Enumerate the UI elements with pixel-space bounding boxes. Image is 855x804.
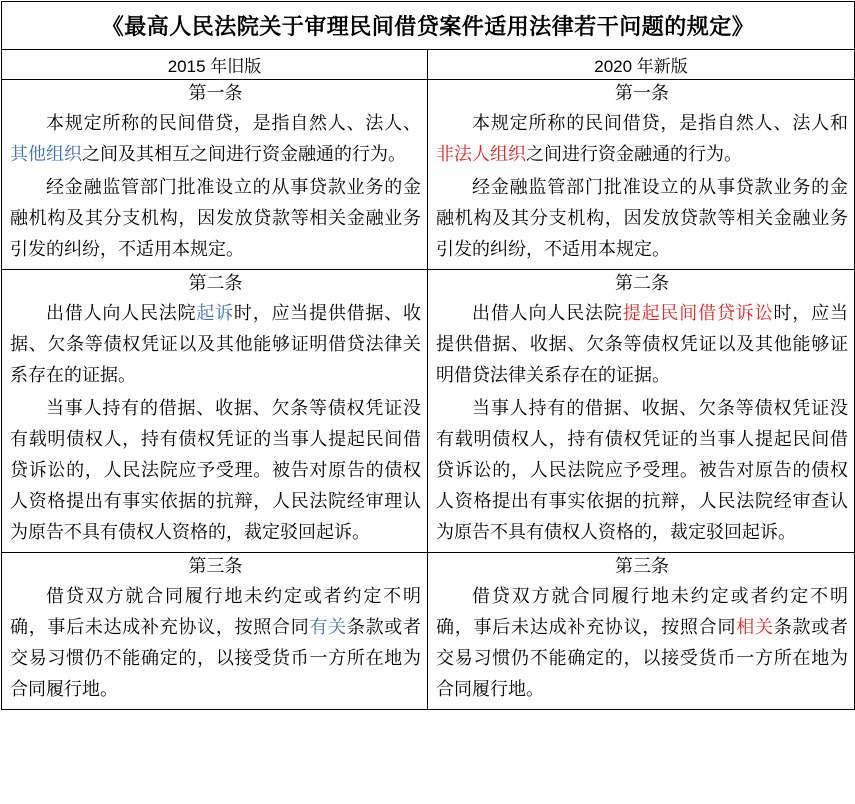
paragraph	[10, 581, 421, 705]
paragraph	[10, 298, 421, 391]
highlight-changed-text: 其他组织	[10, 144, 82, 165]
highlight-changed-text: 有关	[309, 617, 347, 638]
paragraph	[436, 298, 848, 391]
article-row	[2, 553, 855, 710]
paragraph-text: 时，应当提供借据、收据、欠条等债权凭证以及其他能够证明借贷法律关系存在的证据。	[436, 303, 849, 386]
paragraph-text: 经金融监管部门批准设立的从事贷款业务的金融机构及其分支机构，因发放贷款等相关金融业务引发的纠纷，不适用本规定。	[10, 177, 421, 260]
highlight-changed-text: 非法人组织	[436, 144, 526, 165]
paragraph-text: 经金融监管部门批准设立的从事贷款业务的金融机构及其分支机构，因发放贷款等相关金融业务引发的纠纷，不适用本规定。	[436, 177, 849, 260]
paragraph-text: 条款或者交易习惯仍不能确定的，以接受货币一方所在地为合同履行地。	[10, 617, 422, 700]
paragraph-text: 之间进行资金融通的行为。	[526, 144, 742, 165]
article-heading: 第三条	[615, 556, 669, 577]
paragraph-text: 时，应当提供借据、收据、欠条等债权凭证以及其他能够证明借贷法律关系存在的证据。	[10, 303, 422, 386]
old-version-cell	[2, 270, 428, 553]
paragraph	[436, 108, 848, 170]
paragraph	[10, 172, 421, 265]
column-header-new: 2020 年新版	[428, 50, 855, 80]
old-version-cell	[2, 553, 428, 710]
old-version-cell	[2, 80, 428, 270]
article-heading: 第一条	[615, 83, 669, 104]
column-header-row	[2, 50, 855, 80]
article-heading: 第二条	[188, 273, 243, 294]
title-row	[2, 2, 855, 50]
highlight-changed-text: 起诉	[196, 303, 234, 324]
column-header-old: 2015 年旧版	[2, 50, 428, 80]
article-heading: 第一条	[188, 83, 243, 104]
article-heading: 第二条	[615, 273, 669, 294]
paragraph-text: 之间及其相互之间进行资金融通的行为。	[82, 144, 406, 165]
paragraph-text: 借贷双方就合同履行地未约定或者约定不明确，事后未达成补充协议，按照合同	[10, 586, 421, 638]
article-row	[2, 270, 855, 553]
paragraph	[436, 172, 848, 265]
paragraph-text: 条款或者交易习惯仍不能确定的，以接受货币一方所在地为合同履行地。	[436, 617, 849, 700]
paragraph-text: 当事人持有的借据、收据、欠条等债权凭证没有载明债权人，持有债权凭证的当事人提起民间借贷诉讼的，人民法院应予受理。被告对原告的债权人资格提出有事实依据的抗辩，人民法院经审查认为原告不具有债权人资格的，裁定驳回起诉。	[436, 398, 849, 543]
paragraph	[436, 393, 848, 548]
highlight-changed-text: 相关	[736, 617, 774, 638]
paragraph	[436, 581, 848, 705]
paragraph-text: 出借人向人民法院	[472, 303, 623, 324]
new-version-cell	[428, 270, 855, 553]
document-title: 《最高人民法院关于审理民间借贷案件适用法律若干问题的规定》	[2, 2, 855, 50]
article-row	[2, 80, 855, 270]
paragraph	[10, 108, 421, 170]
paragraph-text: 借贷双方就合同履行地未约定或者约定不明确，事后未达成补充协议，按照合同	[436, 586, 849, 638]
paragraph-text: 出借人向人民法院	[46, 303, 197, 324]
paragraph	[10, 393, 421, 548]
comparison-table	[1, 1, 855, 710]
paragraph-text: 当事人持有的借据、收据、欠条等债权凭证没有载明债权人，持有债权凭证的当事人提起民间借贷诉讼的，人民法院应予受理。被告对原告的债权人资格提出有事实依据的抗辩，人民法院经审理认为原告不具有债权人资格的，裁定驳回起诉。	[10, 398, 421, 543]
paragraph-text: 本规定所称的民间借贷，是指自然人、法人和	[472, 113, 849, 134]
paragraph-text: 本规定所称的民间借贷，是指自然人、法人、	[46, 113, 421, 134]
highlight-changed-text: 提起民间借贷诉讼	[622, 303, 774, 324]
new-version-cell	[428, 80, 855, 270]
new-version-cell	[428, 553, 855, 710]
article-heading: 第三条	[188, 556, 243, 577]
